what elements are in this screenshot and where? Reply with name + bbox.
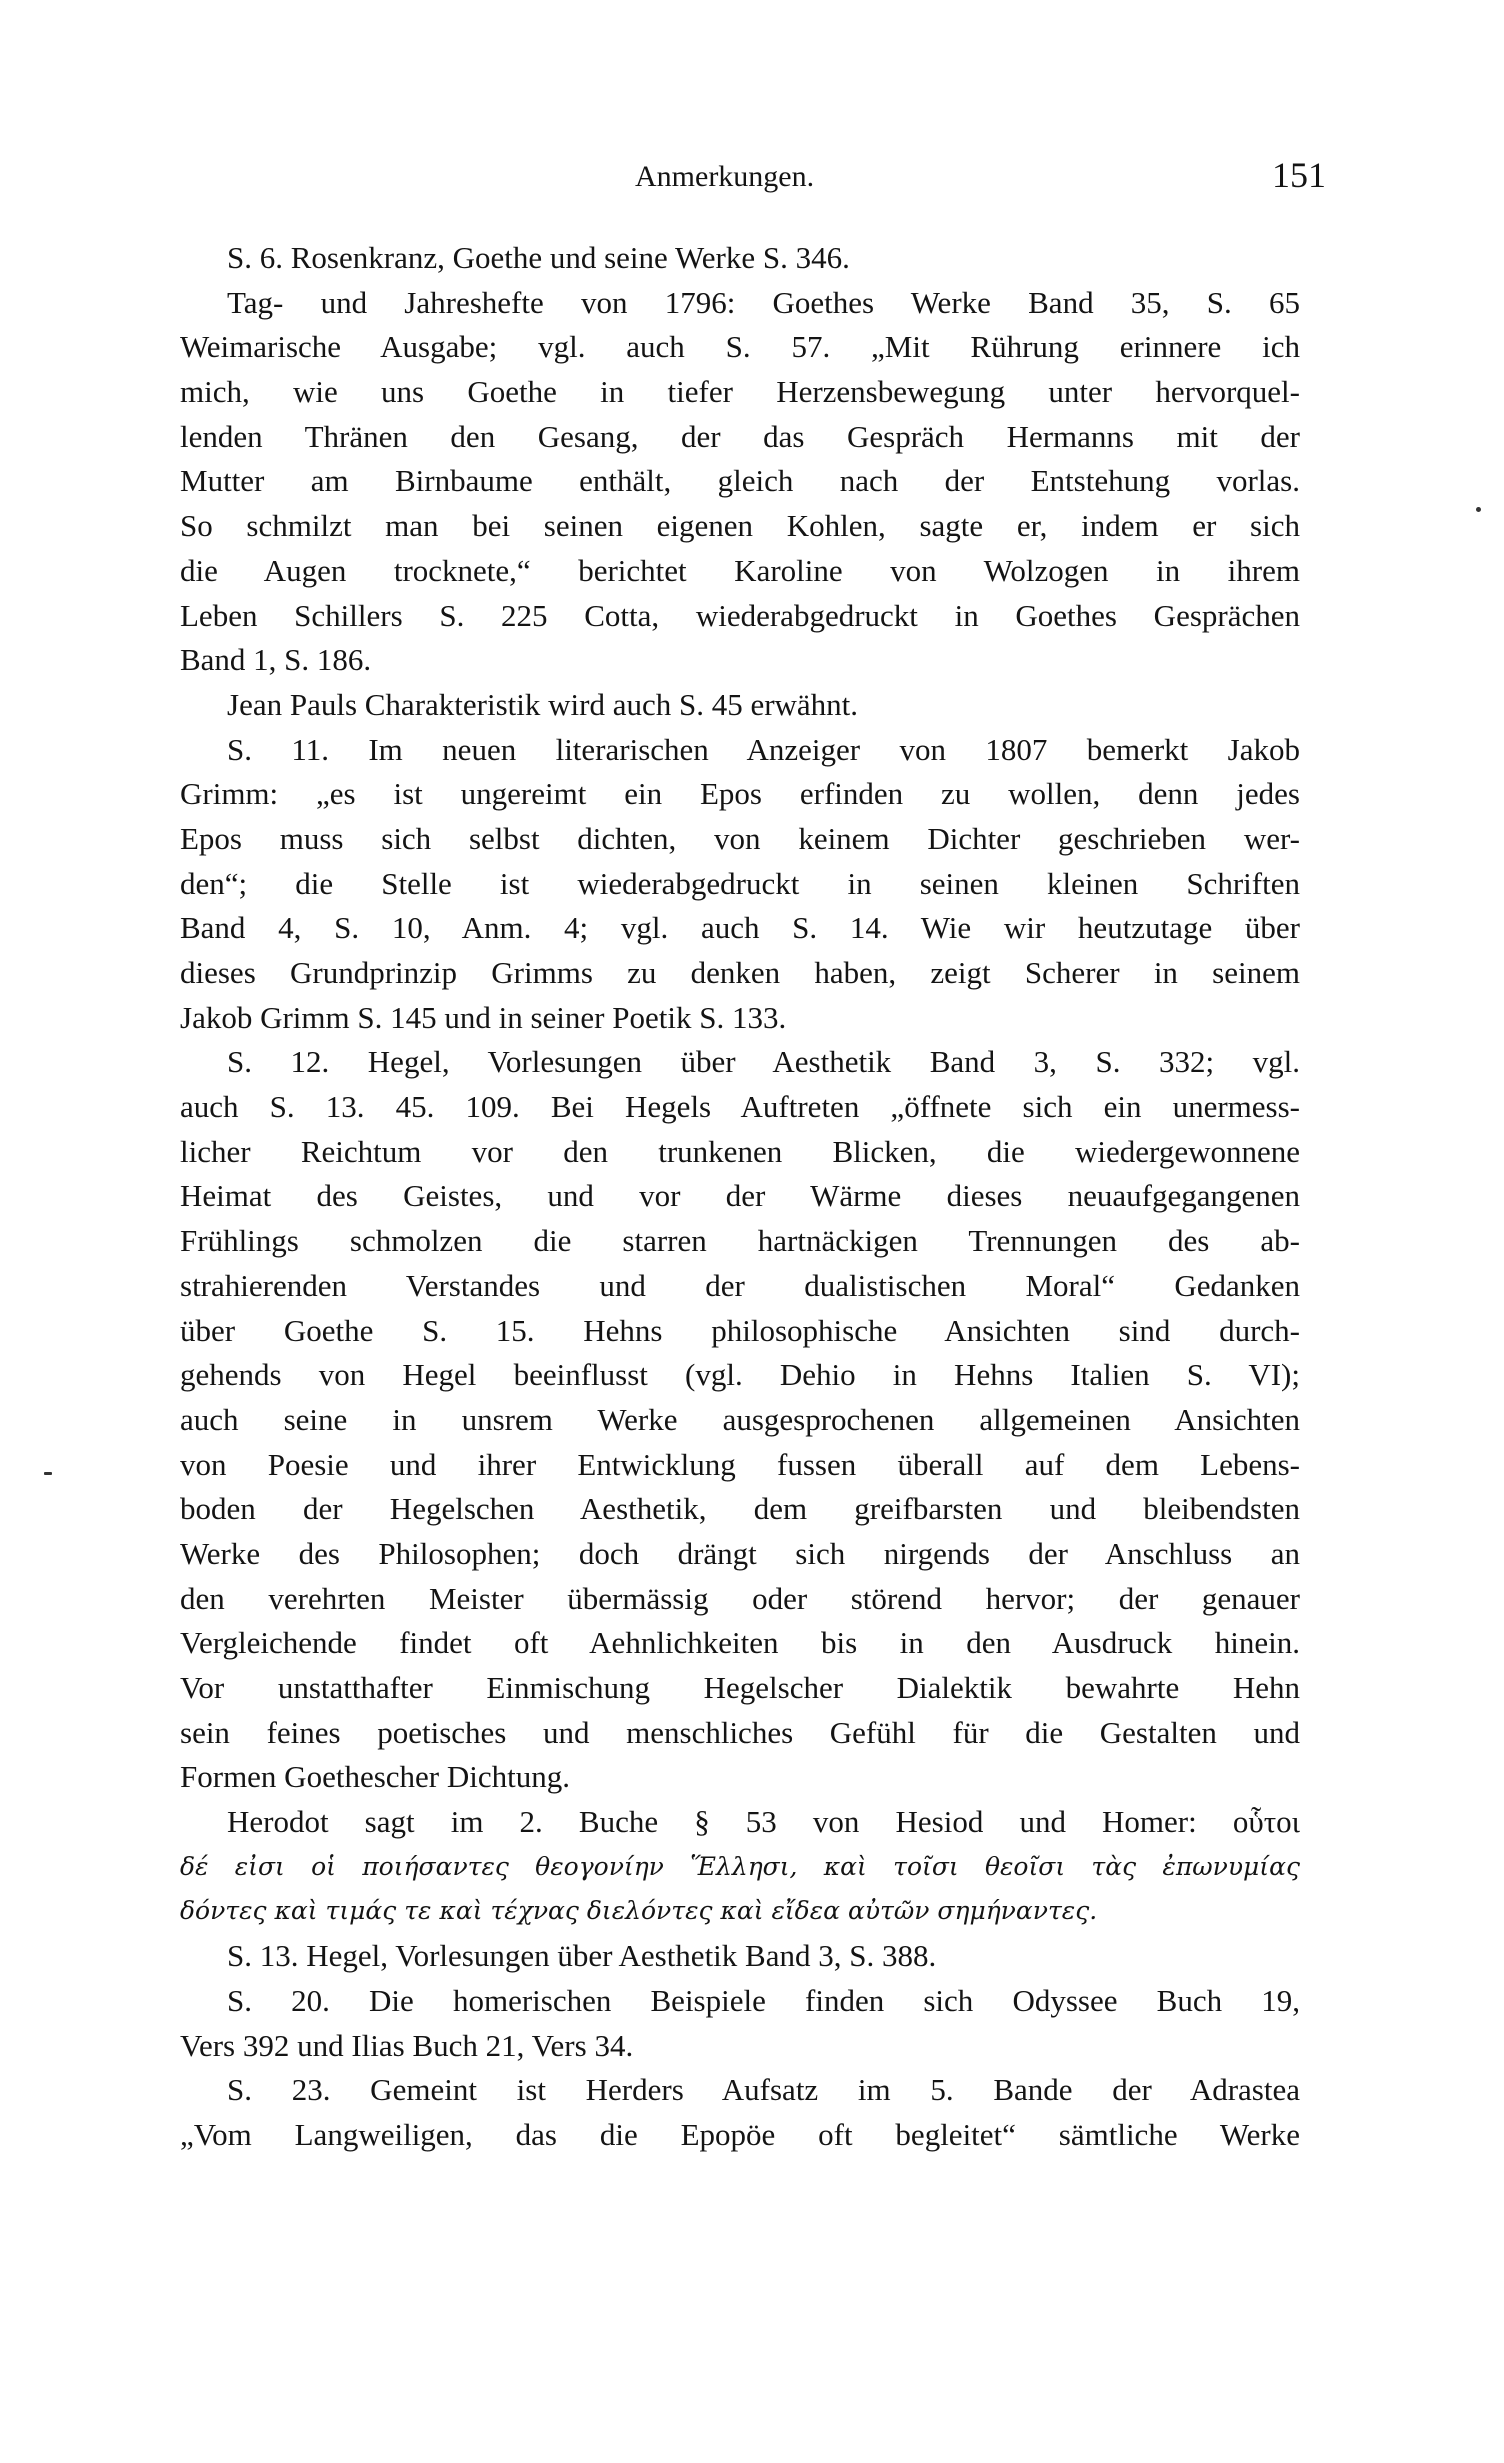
text-line: licher Reichtum vor den trunkenen Blicken, die wiedergewonnene — [180, 1133, 1300, 1169]
text-line: gehends von Hegel beeinflusst (vgl. Dehio in Hehns Italien S. VI); — [180, 1357, 1300, 1393]
text-line: S. 23. Gemeint ist Herders Aufsatz im 5. Bande der Adrastea — [227, 2072, 1300, 2108]
text-line: Jakob Grimm S. 145 und in seiner Poetik S. 133. — [180, 999, 787, 1035]
text-line: S. 20. Die homerischen Beispiele finden sich Odyssee Buch 19, — [227, 1982, 1300, 2018]
text-line: Heimat des Geistes, und vor der Wärme dieses neuaufgegangenen — [180, 1178, 1300, 1214]
scan-speck — [44, 1472, 52, 1475]
text-line: auch S. 13. 45. 109. Bei Hegels Auftreten „öffnete sich ein unermess- — [180, 1089, 1300, 1125]
text-line: Weimarische Ausgabe; vgl. auch S. 57. „Mit Rührung erinnere ich — [180, 329, 1300, 365]
text-line: Jean Pauls Charakteristik wird auch S. 45 erwähnt. — [227, 686, 859, 722]
text-line: S. 12. Hegel, Vorlesungen über Aesthetik Band 3, S. 332; vgl. — [227, 1044, 1300, 1080]
text-line: Herodot sagt im 2. Buche § 53 von Hesiod und Homer: οὗτοι — [227, 1804, 1300, 1840]
text-line: Tag- und Jahreshefte von 1796: Goethes Werke Band 35, S. 65 — [227, 284, 1300, 320]
text-line: den“; die Stelle ist wiederabgedruckt in seinen kleinen Schriften — [180, 865, 1300, 901]
text-line: den verehrten Meister übermässig oder störend hervor; der genauer — [180, 1580, 1300, 1616]
text-line: Mutter am Birnbaume enthält, gleich nach der Entstehung vorlas. — [180, 463, 1300, 499]
text-line: S. 11. Im neuen literarischen Anzeiger von 1807 bemerkt Jakob — [227, 731, 1300, 767]
greek-quote-line: δέ εἰσι οἱ ποιήσαντες θεογονίην Ἕλλησι, καὶ τοῖσι θεοῖσι τὰς ἐπωνυμίας — [180, 1851, 1300, 1881]
text-line: über Goethe S. 15. Hehns philosophische Ansichten sind durch- — [180, 1312, 1300, 1348]
running-header: Anmerkungen. — [635, 160, 815, 193]
text-line: S. 13. Hegel, Vorlesungen über Aesthetik Band 3, S. 388. — [227, 1938, 937, 1974]
page-number: 151 — [1272, 155, 1326, 195]
text-line: Epos muss sich selbst dichten, von keinem Dichter geschrieben wer- — [180, 820, 1300, 856]
text-line: dieses Grundprinzip Grimms zu denken haben, zeigt Scherer in seinem — [180, 955, 1300, 990]
text-line: „Vom Langweiligen, das die Epopöe oft begleitet“ sämtliche Werke — [180, 2116, 1300, 2152]
text-line: Vers 392 und Ilias Buch 21, Vers 34. — [180, 2027, 634, 2063]
text-line: die Augen trocknete,“ berichtet Karoline von Wolzogen in ihrem — [180, 552, 1300, 588]
text-line: Formen Goethescher Dichtung. — [180, 1759, 570, 1795]
text-line: Band 1, S. 186. — [180, 642, 372, 678]
text-line: Leben Schillers S. 225 Cotta, wiederabgedruckt in Goethes Gesprächen — [180, 597, 1300, 633]
text-line: von Poesie und ihrer Entwicklung fussen überall auf dem Lebens- — [180, 1446, 1300, 1482]
scan-speck — [1476, 507, 1481, 512]
greek-quote-line: δόντες καὶ τιμάς τε καὶ τέχνας διελόντες καὶ εἴδεα αὐτῶν σημήναντες. — [180, 1896, 1098, 1926]
text-line: S. 6. Rosenkranz, Goethe und seine Werke S. 346. — [227, 240, 850, 275]
text-line: sein feines poetisches und menschliches Gefühl für die Gestalten und — [180, 1714, 1300, 1750]
text-line: Werke des Philosophen; doch drängt sich nirgends der Anschluss an — [180, 1535, 1300, 1571]
text-line: strahierenden Verstandes und der dualistischen Moral“ Gedanken — [180, 1267, 1300, 1303]
text-line: auch seine in unsrem Werke ausgesprochenen allgemeinen Ansichten — [180, 1401, 1300, 1437]
text-line: boden der Hegelschen Aesthetik, dem greifbarsten und bleibendsten — [180, 1491, 1300, 1527]
text-line: Grimm: „es ist ungereimt ein Epos erfinden zu wollen, denn jedes — [180, 776, 1300, 812]
text-line: mich, wie uns Goethe in tiefer Herzensbewegung unter hervorquel- — [180, 374, 1300, 410]
text-line: lenden Thränen den Gesang, der das Gespräch Hermanns mit der — [180, 418, 1300, 454]
text-line: Vergleichende findet oft Aehnlichkeiten bis in den Ausdruck hinein. — [180, 1625, 1300, 1661]
text-line: Frühlings schmolzen die starren hartnäckigen Trennungen des ab- — [180, 1223, 1300, 1259]
text-line: Vor unstatthafter Einmischung Hegelscher Dialektik bewahrte Hehn — [180, 1670, 1300, 1705]
text-line: Band 4, S. 10, Anm. 4; vgl. auch S. 14. Wie wir heutzutage über — [180, 910, 1300, 946]
body-text — [180, 236, 1300, 2158]
text-line: So schmilzt man bei seinen eigenen Kohlen, sagte er, indem er sich — [180, 508, 1300, 544]
